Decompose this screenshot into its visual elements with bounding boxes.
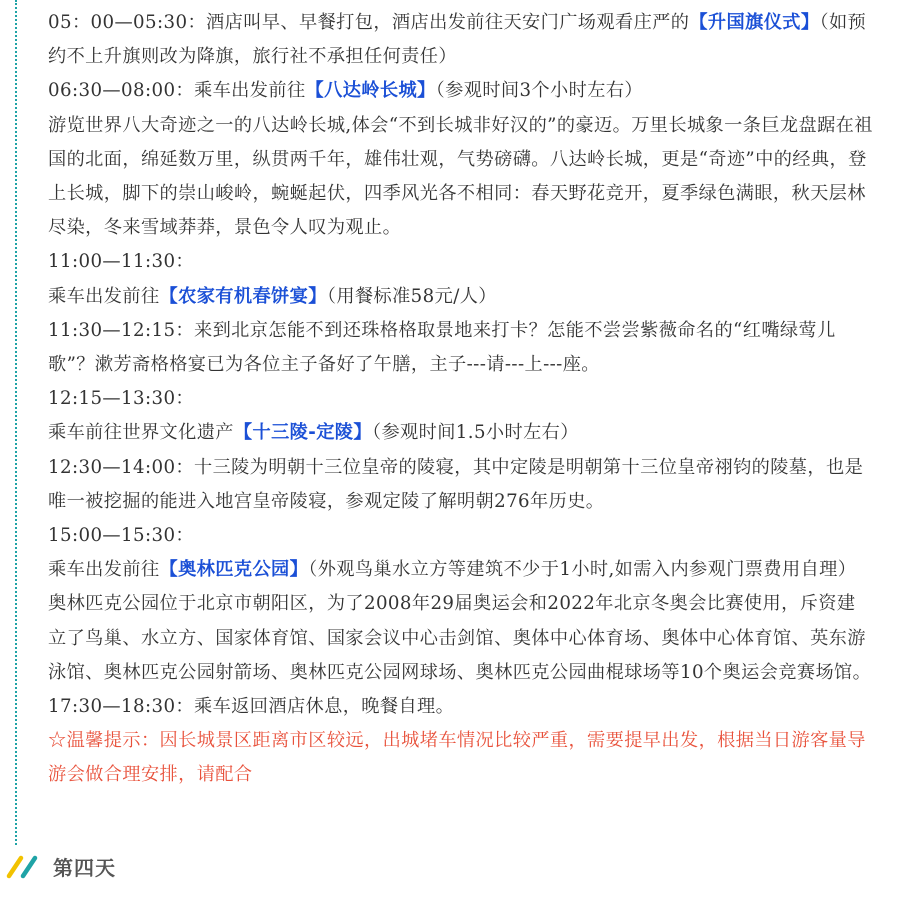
paragraph-great-wall-schedule: 06:30—08:00：乘车出发前往【八达岭长城】（参观时间3个小时左右） [48,80,643,102]
highlight-great-wall: 【八达岭长城】 [305,80,436,102]
paragraph-great-wall-description: 游览世界八大奇迹之一的八达岭长城,体会“不到长城非好汉的”的豪迈。万里长城象一条巨龙盘踞在祖国的北面，绵延数万里，纵贯两千年，雄伟壮观，气势磅礴。八达岭长城，更是“奇迹”中的经典，登上长城，脚下的崇山峻岭，蜿蜒起伏，四季风光各不相同：春天野花竞开，夏季绿色满眼，秋天层林尽染，冬来雪域莽莽，景色令人叹为观止。 [48,114,873,239]
paragraph-ming-tombs: 乘车前往世界文化遗产【十三陵-定陵】（参观时间1.5小时左右） [48,422,579,444]
highlight-flag-ceremony: 【升国旗仪式】 [689,12,820,33]
paragraph-spring-pancake-lunch: 乘车出发前往【农家有机春饼宴】（用餐标准58元/人） [48,285,497,307]
warm-tip: ☆温馨提示：因长城景区距离市区较远，出城堵车情况比较严重，需要提早出发，根据当日游客量导游会做合理安排，请配合 [48,730,866,786]
paragraph-olympic-park: 乘车出发前往【奥林匹克公园】（外观鸟巢水立方等建筑不少于1小时,如需入内参观门票费用自理）奥林匹克公园位于北京市朝阳区，为了2008年29届奥运会和2022年北京冬奥会比赛使用，斥资建立了鸟巢、水立方、国家体育馆、国家会议中心击剑馆、奥体中心体育场、奥体中心体育馆、英东游泳馆、奥林匹克公园射箭场、奥林匹克公园网球场、奥林匹克公园曲棍球场等10个奥运会竞赛场馆。 [48,559,872,683]
highlight-spring-pancake: 【农家有机春饼宴】 [159,285,327,307]
time-1215: 12:15—13:30： [48,388,195,410]
day-heading [5,846,116,886]
highlight-olympic-park: 【奥林匹克公园】 [159,559,309,581]
day-title: 第四天 [53,855,116,880]
highlight-ming-tombs: 【十三陵-定陵】 [233,422,372,444]
time-1100: 11:00—11:30： [48,251,195,273]
timeline-dotted-line [15,0,17,845]
paragraph-princess-banquet: 11:30—12:15：来到北京怎能不到还珠格格取景地来打卡？怎能不尝尝紫薇命名的“红嘴绿莺儿歌”？漱芳斋格格宴已为各位主子备好了午膳，主子---请---上---座。 [48,319,836,376]
itinerary-content [48,6,873,793]
paragraph-dingling-description: 12:30—14:00：十三陵为明朝十三位皇帝的陵寝，其中定陵是明朝第十三位皇帝祤钧的陵墓，也是唯一被挖掘的能进入地宫皇帝陵寝，参观定陵了解明朝276年历史。 [48,456,864,512]
paragraph-return-hotel: 17:30—18:30：乘车返回酒店休息，晚餐自理。 [48,696,455,718]
double-slash-icon [5,846,43,886]
paragraph-flag-ceremony: 05：00—05:30：酒店叫早、早餐打包，酒店出发前往天安门广场观看庄严的【升国旗仪式】（如预约不上升旗则改为降旗，旅行社不承担任何责任） [48,12,867,68]
time-1500: 15:00—15:30： [48,525,195,547]
